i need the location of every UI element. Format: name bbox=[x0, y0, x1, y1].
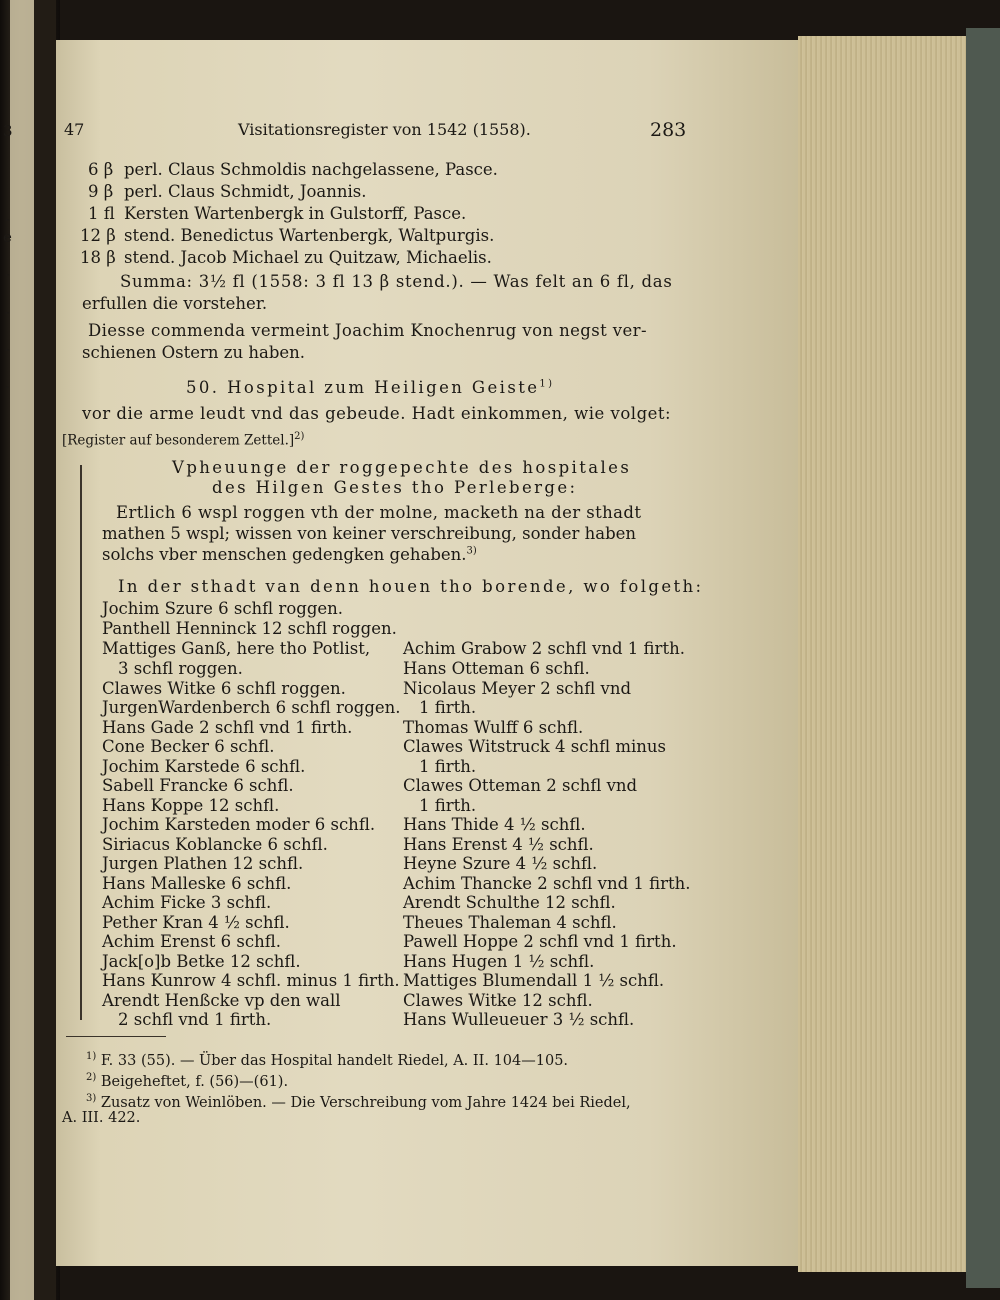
margin-mark: . bbox=[5, 374, 10, 392]
footnote-ref: 3) bbox=[466, 545, 477, 557]
entry-text: stend. Benedictus Wartenbergk, Waltpurgis. bbox=[124, 226, 495, 245]
right-col-line: Nicolaus Meyer 2 schfl vnd bbox=[403, 679, 632, 698]
left-col-line: Hans Kunrow 4 schfl. minus 1 firth. bbox=[102, 971, 400, 990]
margin-mark: : bbox=[5, 752, 11, 770]
left-col-line: Mattiges Ganß, here tho Potlist, bbox=[102, 639, 371, 658]
footnote-ref: 2) bbox=[294, 431, 305, 442]
entry-text: perl. Claus Schmidt, Joannis. bbox=[124, 182, 367, 201]
quotation-rule bbox=[80, 465, 82, 1020]
vpheuunge-title: Vpheuunge der roggepechte des hospitales bbox=[172, 458, 632, 477]
city-heading: In der sthadt van denn houen tho borende, wo folgeth: bbox=[118, 577, 704, 596]
summa-line: Summa: 3½ fl (1558: 3 fl 13 β stend.). — Was felt an 6 fl, das bbox=[120, 272, 673, 291]
left-col-line: Clawes Witke 6 schfl roggen. bbox=[102, 679, 346, 698]
right-col-line: Clawes Witke 12 schfl. bbox=[403, 991, 593, 1010]
entry-amount: 1 fl bbox=[88, 204, 115, 223]
tenant-line: Panthell Henninck 12 schfl roggen. bbox=[102, 619, 397, 638]
margin-mark: - bbox=[5, 340, 11, 358]
left-col-line: Jurgen Plathen 12 schfl. bbox=[102, 854, 304, 873]
right-col-line: Mattiges Blumendall 1 ½ schfl. bbox=[403, 971, 665, 990]
footnote-mark: 1) bbox=[86, 1051, 97, 1062]
right-col-line: Hans Erenst 4 ½ schfl. bbox=[403, 835, 594, 854]
right-col-line: Clawes Witstruck 4 schfl minus bbox=[403, 737, 666, 756]
entry-amount: 9 β bbox=[88, 182, 114, 201]
right-col-line: Thomas Wulff 6 schfl. bbox=[403, 718, 584, 737]
vpheuunge-text: solchs vber menschen gedengken gehaben.$^{3)}$ bbox=[102, 545, 477, 564]
margin-mark: - bbox=[5, 210, 11, 228]
entry-amount: 18 β bbox=[80, 248, 116, 267]
register-note: [Register auf besonderem Zettel.]$^{2)}$ bbox=[62, 431, 305, 449]
margin-mark: e bbox=[3, 228, 12, 246]
entry-text: Kersten Wartenbergk in Gulstorff, Pasce. bbox=[124, 204, 467, 223]
left-col-line: Achim Erenst 6 schfl. bbox=[102, 932, 281, 951]
right-col-line: Hans Wulleueuer 3 ½ schfl. bbox=[403, 1010, 635, 1029]
footnote-continuation: A. III. 422. bbox=[62, 1110, 141, 1126]
book-gutter bbox=[34, 0, 56, 1300]
vpheuunge-text: Ertlich 6 wspl roggen vth der molne, macketh na der sthadt bbox=[116, 503, 642, 522]
left-col-line: Jochim Karstede 6 schfl. bbox=[102, 757, 306, 776]
right-col-line: Achim Grabow 2 schfl vnd 1 firth. bbox=[403, 639, 685, 658]
left-col-line: Cone Becker 6 schfl. bbox=[102, 737, 275, 756]
commenda-line: schienen Ostern zu haben. bbox=[82, 343, 306, 362]
left-col-line: Pether Kran 4 ½ schfl. bbox=[102, 913, 290, 932]
previous-page-strip bbox=[10, 0, 36, 1300]
left-col-line: 2 schfl vnd 1 firth. bbox=[118, 1010, 272, 1029]
left-col-line: 3 schfl roggen. bbox=[118, 659, 243, 678]
footnote-mark: 2) bbox=[86, 1072, 97, 1083]
right-col-line: Hans Hugen 1 ½ schfl. bbox=[403, 952, 595, 971]
section-heading: 50. Hospital zum Heiligen Geiste$^{1)}$ bbox=[186, 378, 555, 397]
entry-amount: 12 β bbox=[80, 226, 116, 245]
summa-line: erfullen die vorsteher. bbox=[82, 294, 268, 313]
footnote: $^{2)}$ Beigeheftet, f. (56)—(61). bbox=[86, 1072, 289, 1090]
left-col-line: Sabell Francke 6 schfl. bbox=[102, 776, 294, 795]
right-col-line: 1 firth. bbox=[419, 796, 477, 815]
left-col-line: JurgenWardenberch 6 schfl roggen. bbox=[102, 698, 401, 717]
footnote-rule bbox=[66, 1036, 166, 1037]
margin-mark: 3 bbox=[3, 122, 13, 140]
left-col-line: Arendt Henßcke vp den wall bbox=[102, 991, 341, 1010]
right-col-line: Hans Thide 4 ½ schfl. bbox=[403, 815, 586, 834]
vpheuunge-text: mathen 5 wspl; wissen von keiner verschreibung, sonder haben bbox=[102, 524, 637, 543]
right-col-line: 1 firth. bbox=[419, 698, 477, 717]
right-col-line: Pawell Hoppe 2 schfl vnd 1 firth. bbox=[403, 932, 677, 951]
vpheuunge-title: des Hilgen Gestes tho Perleberge: bbox=[212, 478, 578, 497]
left-col-line: Siriacus Koblancke 6 schfl. bbox=[102, 835, 328, 854]
right-col-line: Arendt Schulthe 12 schfl. bbox=[403, 893, 616, 912]
book-cover bbox=[966, 28, 1000, 1288]
right-col-line: Theues Thaleman 4 schfl. bbox=[403, 913, 617, 932]
section-intro: vor die arme leudt vnd das gebeude. Hadt einkommen, wie volget: bbox=[82, 404, 672, 423]
running-title: Visitationsregister von 1542 (1558). bbox=[238, 120, 531, 139]
left-col-line: Hans Koppe 12 schfl. bbox=[102, 796, 280, 815]
page-number: 283 bbox=[650, 119, 687, 141]
right-col-line: Heyne Szure 4 ½ schfl. bbox=[403, 854, 598, 873]
tenant-line: Jochim Szure 6 schfl roggen. bbox=[102, 599, 344, 618]
left-col-line: Hans Malleske 6 schfl. bbox=[102, 874, 292, 893]
left-col-line: Achim Ficke 3 schfl. bbox=[102, 893, 272, 912]
commenda-line: Diesse commenda vermeint Joachim Knochenrug von negst ver- bbox=[88, 321, 647, 340]
footnote-mark: 3) bbox=[86, 1093, 97, 1104]
margin-mark: - bbox=[5, 265, 11, 283]
left-col-line: Hans Gade 2 schfl vnd 1 firth. bbox=[102, 718, 353, 737]
right-col-line: Hans Otteman 6 schfl. bbox=[403, 659, 590, 678]
footnote: $^{1)}$ F. 33 (55). — Über das Hospital handelt Riedel, A. II. 104—105. bbox=[86, 1051, 569, 1069]
right-col-line: Clawes Otteman 2 schfl vnd bbox=[403, 776, 638, 795]
left-col-line: Jochim Karsteden moder 6 schfl. bbox=[102, 815, 376, 834]
margin-mark: - bbox=[5, 303, 11, 321]
right-col-line: Achim Thancke 2 schfl vnd 1 firth. bbox=[403, 874, 691, 893]
page-stack bbox=[798, 36, 972, 1272]
entry-amount: 6 β bbox=[88, 160, 114, 179]
left-page-number: 47 bbox=[64, 120, 85, 139]
right-col-line: 1 firth. bbox=[419, 757, 477, 776]
entry-text: stend. Jacob Michael zu Quitzaw, Michaelis. bbox=[124, 248, 492, 267]
footnote: $^{3)}$ Zusatz von Weinlöben. — Die Verschreibung vom Jahre 1424 bei Riedel, bbox=[86, 1093, 631, 1111]
footnote-ref: 1) bbox=[539, 378, 555, 390]
left-col-line: Jack[o]b Betke 12 schfl. bbox=[102, 952, 301, 971]
entry-text: perl. Claus Schmoldis nachgelassene, Pasce. bbox=[124, 160, 498, 179]
